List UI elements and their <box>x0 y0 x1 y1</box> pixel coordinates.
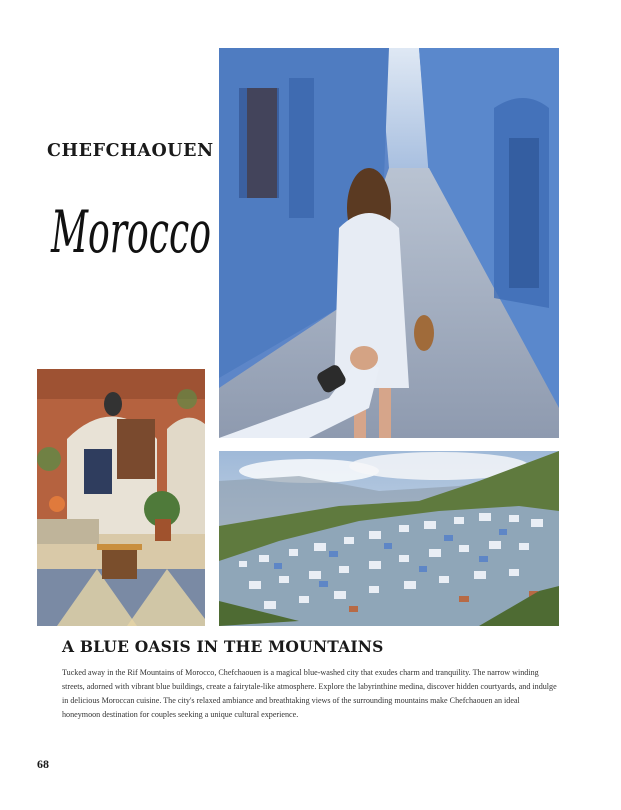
script-title-text: Morocco <box>50 198 212 266</box>
photo-blue-alley <box>219 48 559 438</box>
city-kicker: CHEFCHAOUEN <box>47 141 214 161</box>
script-title-morocco <box>47 170 217 290</box>
body-paragraph: Tucked away in the Rif Mountains of Morocco, Chefchaouen is a magical blue-washed city that exudes charm and tranquility. The narrow winding streets, adorned with vibrant blue buildings, create a fairytale-like atmosphere. Explore the labyrinthine medina, discover hidden courtyards, and indulge in delicious Moroccan cuisine. The city's relaxed ambiance and breathtaking views of the surrounding mountains make Chefchaouen an ideal honeymoon destination for couples seeking a unique cultural experience. <box>62 668 557 719</box>
photo-city-panorama <box>219 451 559 626</box>
photo-courtyard <box>37 369 205 626</box>
section-title: A BLUE OASIS IN THE MOUNTAINS <box>62 637 384 656</box>
page-number: 68 <box>37 757 49 771</box>
